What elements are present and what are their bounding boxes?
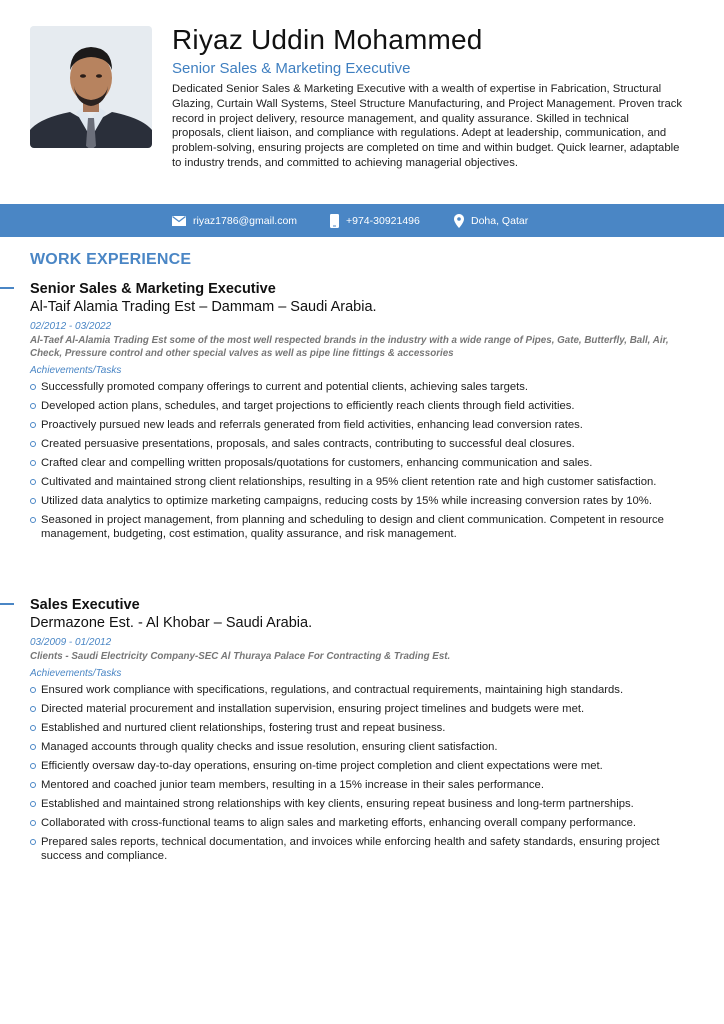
list-item: Directed material procurement and installation supervision, ensuring project timelines and budgets were met. bbox=[30, 702, 690, 717]
candidate-title: Senior Sales & Marketing Executive bbox=[172, 60, 411, 77]
contact-email[interactable] bbox=[172, 204, 297, 237]
location-text: Doha, Qatar bbox=[471, 214, 529, 227]
task-list bbox=[30, 380, 690, 542]
profile-summary: Dedicated Senior Sales & Marketing Executive with a wealth of expertise in Fabrication, Structural Glazing, Curtain Wall Systems, Steel Structure Manufacturing, and Project Management. Proven track record in project delivery, resource management, and quality assurance. Skilled in technical proposals, client liaison, and compliance with regulations. Adept at leadership, communication, and problem-solving, ensuring projects are completed on time and within budget. Quick learner, adaptable to industry trends, and committed to achieving managerial objectives. bbox=[172, 83, 683, 169]
profile-photo bbox=[30, 26, 152, 148]
list-item: Prepared sales reports, technical documentation, and invoices while enforcing health and safety standards, ensuring project success and compliance. bbox=[30, 835, 690, 864]
job-description: Clients - Saudi Electricity Company-SEC Al Thuraya Palace For Contracting & Trading Est. bbox=[30, 651, 451, 662]
list-item: Successfully promoted company offerings to current and potential clients, achieving sales targets. bbox=[30, 380, 690, 395]
bullet-icon bbox=[30, 460, 36, 466]
job-entry-1 bbox=[30, 280, 690, 546]
bullet-icon bbox=[30, 517, 36, 523]
job-marker bbox=[0, 603, 14, 605]
job-description: Al-Taef Al-Alamia Trading Est some of the most well respected brands in the industry with a wide range of Pipes, Gate, Butterfly, Ball, Air, Check, Pressure control and other special valves as well as pipe line fittings & accessories bbox=[30, 335, 669, 359]
email-text: riyaz1786@gmail.com bbox=[193, 214, 298, 227]
list-item: Collaborated with cross-functional teams to align sales and marketing efforts, enhancing overall company performance. bbox=[30, 816, 690, 831]
list-item: Developed action plans, schedules, and target projections to efficiently reach clients through field activities. bbox=[30, 399, 690, 414]
contact-bar bbox=[0, 204, 724, 237]
phone-icon bbox=[330, 214, 339, 228]
list-item: Efficiently oversaw day-to-day operations, ensuring on-time project completion and client expectations were met. bbox=[30, 759, 690, 774]
list-item: Crafted clear and compelling written proposals/quotations for customers, enhancing communication and sales. bbox=[30, 456, 690, 471]
bullet-icon bbox=[30, 706, 36, 712]
job-title: Senior Sales & Marketing Executive bbox=[30, 281, 276, 297]
job-marker bbox=[0, 287, 14, 289]
job-dates: 02/2012 - 03/2022 bbox=[30, 321, 112, 332]
bullet-icon bbox=[30, 725, 36, 731]
list-item: Utilized data analytics to optimize marketing campaigns, reducing costs by 15% while increasing conversion rates by 10%. bbox=[30, 494, 690, 509]
candidate-name: Riyaz Uddin Mohammed bbox=[172, 24, 483, 55]
list-item: Ensured work compliance with specifications, regulations, and contractual requirements, maintaining high standards. bbox=[30, 683, 690, 698]
avatar-illustration bbox=[30, 26, 152, 148]
list-item: Cultivated and maintained strong client relationships, resulting in a 95% client retention rate and high customer satisfaction. bbox=[30, 475, 690, 490]
job-title: Sales Executive bbox=[30, 597, 140, 613]
contact-location bbox=[454, 204, 528, 237]
bullet-icon bbox=[30, 441, 36, 447]
bullet-icon bbox=[30, 801, 36, 807]
contact-phone[interactable] bbox=[330, 204, 420, 237]
envelope-icon bbox=[172, 216, 186, 226]
achievements-label: Achievements/Tasks bbox=[30, 668, 122, 679]
bullet-icon bbox=[30, 422, 36, 428]
list-item: Managed accounts through quality checks and issue resolution, ensuring client satisfaction. bbox=[30, 740, 690, 755]
list-item: Seasoned in project management, from planning and scheduling to design and client communication. Competent in resource management, budgeting, cost estimation, quality assurance, and risk management. bbox=[30, 513, 690, 542]
achievements-label: Achievements/Tasks bbox=[30, 365, 122, 376]
bullet-icon bbox=[30, 403, 36, 409]
bullet-icon bbox=[30, 744, 36, 750]
bullet-icon bbox=[30, 687, 36, 693]
list-item: Established and nurtured client relationships, fostering trust and repeat business. bbox=[30, 721, 690, 736]
bullet-icon bbox=[30, 839, 36, 845]
job-entry-2 bbox=[30, 596, 690, 868]
bullet-icon bbox=[30, 479, 36, 485]
bullet-icon bbox=[30, 820, 36, 826]
job-dates: 03/2009 - 01/2012 bbox=[30, 637, 112, 648]
list-item: Established and maintained strong relationships with key clients, ensuring repeat business and long-term partnerships. bbox=[30, 797, 690, 812]
job-company: Al-Taif Alamia Trading Est – Dammam – Saudi Arabia. bbox=[30, 299, 377, 315]
list-item: Mentored and coached junior team members, resulting in a 15% increase in their sales performance. bbox=[30, 778, 690, 793]
bullet-icon bbox=[30, 782, 36, 788]
phone-text: +974-30921496 bbox=[346, 214, 420, 227]
bullet-icon bbox=[30, 763, 36, 769]
bullet-icon bbox=[30, 498, 36, 504]
job-company: Dermazone Est. - Al Khobar – Saudi Arabia. bbox=[30, 615, 313, 631]
task-list bbox=[30, 683, 690, 864]
section-title-work-experience: WORK EXPERIENCE bbox=[30, 251, 192, 268]
list-item: Created persuasive presentations, proposals, and sales contracts, contributing to successful deal closures. bbox=[30, 437, 690, 452]
list-item: Proactively pursued new leads and referrals generated from field activities, enhancing lead conversion rates. bbox=[30, 418, 690, 433]
location-pin-icon bbox=[454, 214, 464, 228]
bullet-icon bbox=[30, 384, 36, 390]
